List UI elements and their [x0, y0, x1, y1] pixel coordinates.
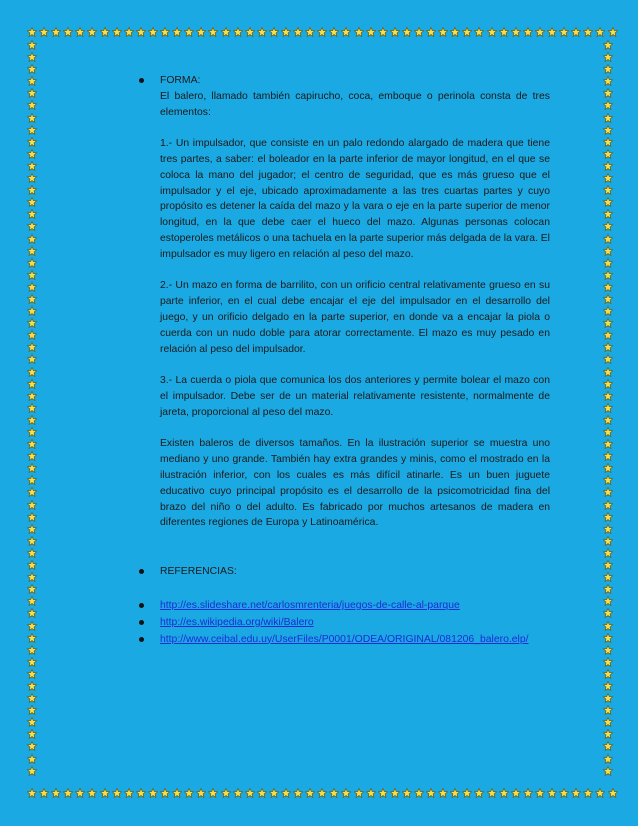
star-icon [523, 27, 533, 37]
star-icon [27, 621, 37, 631]
star-icon [124, 788, 134, 798]
star-icon [27, 487, 37, 497]
star-icon [27, 415, 37, 425]
star-icon [608, 27, 618, 37]
star-icon [112, 788, 122, 798]
star-icon [27, 788, 37, 798]
forma-section [143, 73, 550, 120]
star-icon [27, 76, 37, 86]
star-icon [390, 27, 400, 37]
star-icon [603, 391, 613, 401]
star-icon [245, 27, 255, 37]
star-icon [603, 536, 613, 546]
bullet-icon [139, 620, 144, 625]
star-icon [233, 27, 243, 37]
star-icon [603, 185, 613, 195]
star-icon [438, 27, 448, 37]
star-icon [603, 137, 613, 147]
star-icon [27, 100, 37, 110]
star-icon [603, 270, 613, 280]
star-icon [160, 788, 170, 798]
star-icon [603, 306, 613, 316]
star-icon [603, 40, 613, 50]
star-icon [603, 717, 613, 727]
star-icon [603, 427, 613, 437]
star-icon [75, 27, 85, 37]
star-icon [293, 27, 303, 37]
star-icon [27, 548, 37, 558]
star-icon [583, 788, 593, 798]
star-icon [414, 27, 424, 37]
star-icon [27, 367, 37, 377]
star-icon [87, 27, 97, 37]
bullet-icon [139, 569, 144, 574]
star-icon [414, 788, 424, 798]
star-icon [547, 788, 557, 798]
star-icon [27, 560, 37, 570]
bullet-icon [139, 78, 144, 83]
star-icon [366, 788, 376, 798]
star-icon [293, 788, 303, 798]
star-icon [603, 113, 613, 123]
star-icon [27, 645, 37, 655]
star-icon [487, 27, 497, 37]
star-icon [603, 548, 613, 558]
star-icon [196, 788, 206, 798]
star-icon [27, 717, 37, 727]
star-icon [27, 500, 37, 510]
star-icon [136, 788, 146, 798]
star-icon [583, 27, 593, 37]
star-icon [233, 788, 243, 798]
star-icon [603, 403, 613, 413]
star-icon [571, 27, 581, 37]
star-icon [63, 788, 73, 798]
star-icon [603, 766, 613, 776]
star-icon [603, 669, 613, 679]
star-icon [112, 27, 122, 37]
star-icon [281, 27, 291, 37]
star-icon [603, 657, 613, 667]
star-icon [27, 463, 37, 473]
star-icon [603, 463, 613, 473]
star-icon [450, 27, 460, 37]
star-icon [208, 27, 218, 37]
paragraph-mazo: 2.- Un mazo en forma de barrilito, con un orificio central relativamente grueso en su parte inferior, en el cual debe encajar el eje del impulsador en el desarrollo del juego, y un orificio delgado en la parte superior, en donde va a encajar la piola o cuerda con un nudo doble para atorar correctamente. El mazo es muy pesado en relación al peso del impulsador. [160, 280, 550, 355]
star-icon [27, 282, 37, 292]
star-icon [27, 330, 37, 340]
star-icon [603, 633, 613, 643]
star-icon [27, 221, 37, 231]
star-icon [603, 64, 613, 74]
star-icon [535, 27, 545, 37]
star-icon [27, 766, 37, 776]
star-icon [603, 282, 613, 292]
star-border-bottom [27, 788, 618, 798]
bullet-icon [139, 603, 144, 608]
paragraph-impulsador: 1.- Un impulsador, que consiste en un palo redondo alargado de madera que tiene tres partes, a saber: el boleador en la parte inferior de mayor longitud, en el que se coloca la mano del jugador; el centro de seguridad, que es más grueso que el impulsador y el eje, ubicado aproximadamente a las tres cuartas partes y cuyo propósito es detener la caída del mazo y la vara o eje en la parte superior de menor longitud, en la que debe caer el hueco del mazo. Algunas personas colocan estoperoles metálicos o una tachuela en la parte superior más delgada de la vara. El impulsador es muy ligero en relación al peso del mazo. [160, 138, 550, 260]
paragraph-tamanos: Existen baleros de diversos tamaños. En la ilustración superior se muestra uno mediano y uno grande. También hay extra grandes y minis, como el mostrado en la ilustración inferior, con los cuales es más difícil atinarle. Es un buen juguete educativo cuyo principal propósito es el desarrollo de la psicomotricidad fina del brazo del niño o del adulto. Es fabricado por muchos artesanos de madera en diferentes regiones de Europa y Latinoamérica. [160, 438, 550, 529]
star-icon [329, 27, 339, 37]
star-icon [547, 27, 557, 37]
star-icon [474, 788, 484, 798]
star-icon [27, 306, 37, 316]
star-icon [27, 173, 37, 183]
reference-item [143, 615, 550, 631]
star-icon [603, 246, 613, 256]
star-icon [378, 788, 388, 798]
star-icon [27, 125, 37, 135]
star-icon [474, 27, 484, 37]
star-icon [27, 354, 37, 364]
star-icon [487, 788, 497, 798]
star-border-left [27, 40, 37, 776]
star-icon [603, 608, 613, 618]
star-icon [603, 487, 613, 497]
star-icon [378, 27, 388, 37]
star-icon [27, 741, 37, 751]
star-icon [603, 197, 613, 207]
star-icon [354, 27, 364, 37]
star-icon [27, 234, 37, 244]
star-icon [257, 27, 267, 37]
star-icon [317, 27, 327, 37]
star-icon [603, 415, 613, 425]
star-icon [499, 788, 509, 798]
star-icon [27, 270, 37, 280]
star-icon [27, 40, 37, 50]
star-icon [390, 788, 400, 798]
star-icon [100, 788, 110, 798]
star-icon [27, 197, 37, 207]
star-icon [499, 27, 509, 37]
star-icon [27, 693, 37, 703]
star-icon [269, 27, 279, 37]
reference-link-wikipedia[interactable]: http://es.wikipedia.org/wiki/Balero [160, 616, 314, 628]
star-icon [27, 209, 37, 219]
star-icon [100, 27, 110, 37]
star-icon [27, 524, 37, 534]
star-icon [305, 788, 315, 798]
forma-heading: FORMA: [160, 75, 201, 86]
star-icon [438, 788, 448, 798]
star-icon [603, 52, 613, 62]
star-icon [39, 27, 49, 37]
star-icon [426, 27, 436, 37]
star-icon [603, 330, 613, 340]
star-icon [27, 608, 37, 618]
star-icon [511, 788, 521, 798]
reference-item [143, 598, 550, 614]
star-icon [450, 788, 460, 798]
star-icon [603, 584, 613, 594]
star-icon [184, 27, 194, 37]
star-icon [27, 403, 37, 413]
star-icon [51, 788, 61, 798]
document-body [143, 73, 550, 647]
star-icon [603, 161, 613, 171]
star-icon [426, 788, 436, 798]
star-icon [603, 693, 613, 703]
star-icon [27, 137, 37, 147]
star-icon [27, 536, 37, 546]
star-icon [603, 512, 613, 522]
star-icon [27, 633, 37, 643]
star-icon [148, 788, 158, 798]
star-icon [27, 391, 37, 401]
star-icon [27, 669, 37, 679]
star-icon [27, 475, 37, 485]
star-icon [402, 788, 412, 798]
star-icon [27, 113, 37, 123]
star-icon [603, 681, 613, 691]
star-icon [603, 76, 613, 86]
star-icon [27, 246, 37, 256]
star-icon [523, 788, 533, 798]
star-icon [172, 27, 182, 37]
star-icon [603, 173, 613, 183]
star-icon [462, 788, 472, 798]
star-icon [535, 788, 545, 798]
star-icon [603, 451, 613, 461]
star-icon [148, 27, 158, 37]
star-icon [595, 788, 605, 798]
star-icon [27, 754, 37, 764]
star-icon [269, 788, 279, 798]
star-icon [27, 52, 37, 62]
star-icon [366, 27, 376, 37]
star-icon [172, 788, 182, 798]
star-icon [571, 788, 581, 798]
star-border-top [27, 27, 618, 37]
star-icon [603, 645, 613, 655]
star-icon [603, 475, 613, 485]
referencias-section [143, 564, 550, 580]
star-icon [329, 788, 339, 798]
star-icon [603, 100, 613, 110]
star-icon [27, 584, 37, 594]
star-icon [87, 788, 97, 798]
star-icon [603, 439, 613, 449]
star-icon [39, 788, 49, 798]
star-icon [27, 657, 37, 667]
star-icon [27, 149, 37, 159]
star-icon [603, 729, 613, 739]
star-border-right [603, 40, 613, 776]
star-icon [603, 596, 613, 606]
star-icon [160, 27, 170, 37]
star-icon [341, 788, 351, 798]
reference-link-ceibal[interactable]: http://www.ceibal.edu.uy/UserFiles/P0001/ODEA/ORIGINAL/081206_balero.elp/ [160, 633, 529, 645]
star-icon [221, 27, 231, 37]
star-icon [27, 342, 37, 352]
star-icon [63, 27, 73, 37]
star-icon [559, 27, 569, 37]
star-icon [27, 88, 37, 98]
star-icon [305, 27, 315, 37]
star-icon [27, 27, 37, 37]
star-icon [27, 185, 37, 195]
star-icon [603, 234, 613, 244]
reference-item [143, 632, 550, 648]
star-icon [27, 572, 37, 582]
referencias-heading: REFERENCIAS: [160, 566, 237, 578]
star-icon [208, 788, 218, 798]
bullet-icon [139, 637, 144, 642]
star-icon [51, 27, 61, 37]
star-icon [603, 149, 613, 159]
star-icon [27, 512, 37, 522]
star-icon [27, 258, 37, 268]
star-icon [184, 788, 194, 798]
star-icon [603, 379, 613, 389]
star-icon [595, 27, 605, 37]
star-icon [124, 27, 134, 37]
star-icon [27, 439, 37, 449]
star-icon [27, 379, 37, 389]
star-icon [603, 705, 613, 715]
star-icon [603, 209, 613, 219]
star-icon [402, 27, 412, 37]
star-icon [27, 294, 37, 304]
star-icon [354, 788, 364, 798]
star-icon [317, 788, 327, 798]
star-icon [462, 27, 472, 37]
star-icon [603, 88, 613, 98]
star-icon [27, 427, 37, 437]
star-icon [603, 741, 613, 751]
star-icon [603, 318, 613, 328]
star-icon [75, 788, 85, 798]
star-icon [603, 621, 613, 631]
star-icon [27, 161, 37, 171]
star-icon [603, 354, 613, 364]
star-icon [603, 572, 613, 582]
star-icon [27, 318, 37, 328]
star-icon [27, 451, 37, 461]
star-icon [603, 125, 613, 135]
forma-intro: El balero, llamado también capirucho, coca, emboque o perinola consta de tres elementos: [160, 90, 550, 118]
reference-link-slideshare[interactable]: http://es.slideshare.net/carlosmrenteria/juegos-de-calle-al-parque [160, 599, 460, 611]
star-icon [27, 681, 37, 691]
star-icon [603, 342, 613, 352]
star-icon [511, 27, 521, 37]
star-icon [221, 788, 231, 798]
star-icon [603, 560, 613, 570]
paragraph-cuerda: 3.- La cuerda o piola que comunica los dos anteriores y permite bolear el mazo con el impulsador. Debe ser de un material relativamente resistente, normalmente de jareta, proporcional al peso del mazo. [160, 375, 550, 418]
star-icon [27, 705, 37, 715]
star-icon [603, 367, 613, 377]
star-icon [27, 729, 37, 739]
star-icon [603, 258, 613, 268]
star-icon [281, 788, 291, 798]
star-icon [196, 27, 206, 37]
star-icon [603, 500, 613, 510]
star-icon [27, 596, 37, 606]
star-icon [245, 788, 255, 798]
star-icon [341, 27, 351, 37]
star-icon [603, 754, 613, 764]
star-icon [257, 788, 267, 798]
star-icon [603, 221, 613, 231]
star-icon [136, 27, 146, 37]
star-icon [608, 788, 618, 798]
star-icon [27, 64, 37, 74]
star-icon [559, 788, 569, 798]
star-icon [603, 294, 613, 304]
star-icon [603, 524, 613, 534]
